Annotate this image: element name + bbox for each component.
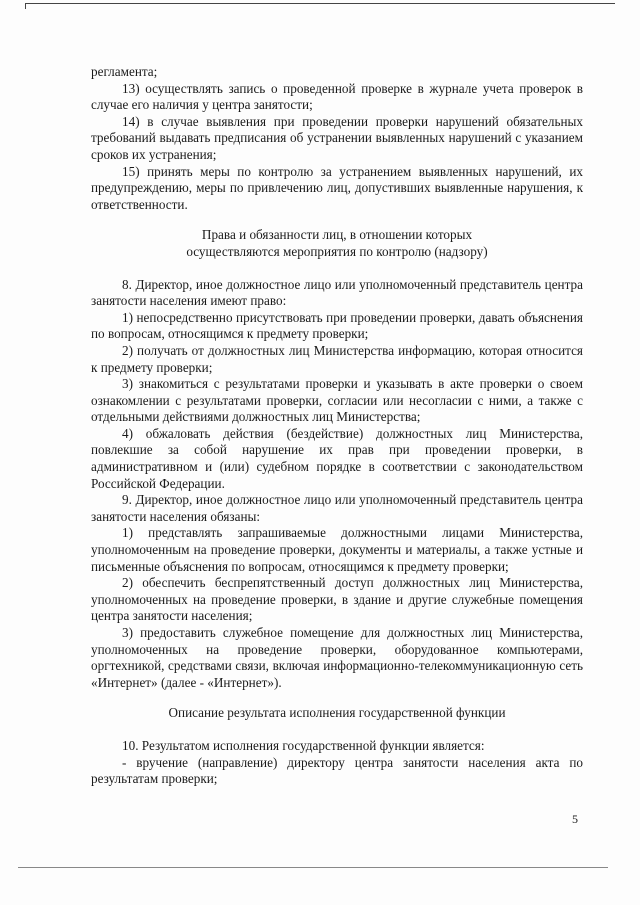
scan-border-bottom (18, 867, 608, 868)
clause-8-item-4: 4) обжаловать действия (бездействие) должностных лиц Министерства, повлекшие за собой нарушение их прав при проведении проверки, в административном и (или) судебном порядке в соответствии с законодательством Российской Федерации. (91, 425, 583, 491)
clause-8-intro: 8. Директор, иное должностное лицо или уполномоченный представитель центра занятости населения имеют право: (91, 276, 583, 309)
section-heading-result: Описание результата исполнения государственной функции (168, 705, 506, 721)
clause-9-item-1: 1) представлять запрашиваемые должностными лицами Министерства, уполномоченным на проведение проверки, документы и материалы, а также устные и письменные объяснения по вопросам, относящимся к предмету проверки; (91, 525, 583, 574)
clause-9-item-3: 3) предоставить служебное помещение для должностных лиц Министерства, уполномоченных на проведение проверки, оборудованное компьютерами, оргтехникой, средствами связи, включая информационно-телекоммуникационную сеть «Интернет» (далее - «Интернет»). (91, 625, 583, 690)
scan-border-left (25, 3, 26, 9)
clause-8-item-3: 3) знакомиться с результатами проверки и указывать в акте проверки о своем ознакомлении с результатами проверки, согласии или несогласии с ними, а также с отдельными действиями должностных лиц Министерства; (91, 376, 583, 425)
clause-9-intro: 9. Директор, иное должностное лицо или уполномоченный представитель центра занятости населения обязаны: (91, 492, 583, 524)
text-continuation: регламента; (91, 64, 158, 79)
page-number: 5 (572, 812, 578, 826)
clause-8-item-2: 2) получать от должностных лиц Министерства информацию, которая относится к предмету проверки; (91, 342, 583, 375)
scan-border-top (25, 3, 615, 4)
clause-8-item-1: 1) непосредственно присутствовать при проведении проверки, давать объяснения по вопросам, относящимся к предмету проверки; (91, 309, 583, 342)
clause-10-intro: 10. Результатом исполнения государственной функции является: (122, 737, 485, 753)
section-heading-rights-line2: осуществляются мероприятия по контролю (надзору) (186, 243, 488, 259)
clause-10-item-1: - вручение (направление) директору центра занятости населения акта по результатам проверки; (91, 754, 583, 787)
page-body (91, 64, 583, 788)
list-item-13: 13) осуществлять запись о проведенной проверке в журнале учета проверок в случае его наличия у центра занятости; (91, 80, 583, 113)
clause-9-item-2: 2) обеспечить беспрепятственный доступ должностных лиц Министерства, уполномоченных на проведение проверки, в здание и другие служебные помещения центра занятости населения; (91, 575, 583, 624)
list-item-14: 14) в случае выявления при проведении проверки нарушений обязательных требований выдавать предписания об устранении выявленных нарушений с указанием сроков их устранения; (91, 113, 583, 162)
section-heading-rights-line1: Права и обязанности лиц, в отношении которых (201, 227, 473, 243)
list-item-15: 15) принять меры по контролю за устранением выявленных нарушений, их предупреждению, меры по привлечению лиц, допустивших выявленные нарушения, к ответственности. (91, 163, 583, 212)
